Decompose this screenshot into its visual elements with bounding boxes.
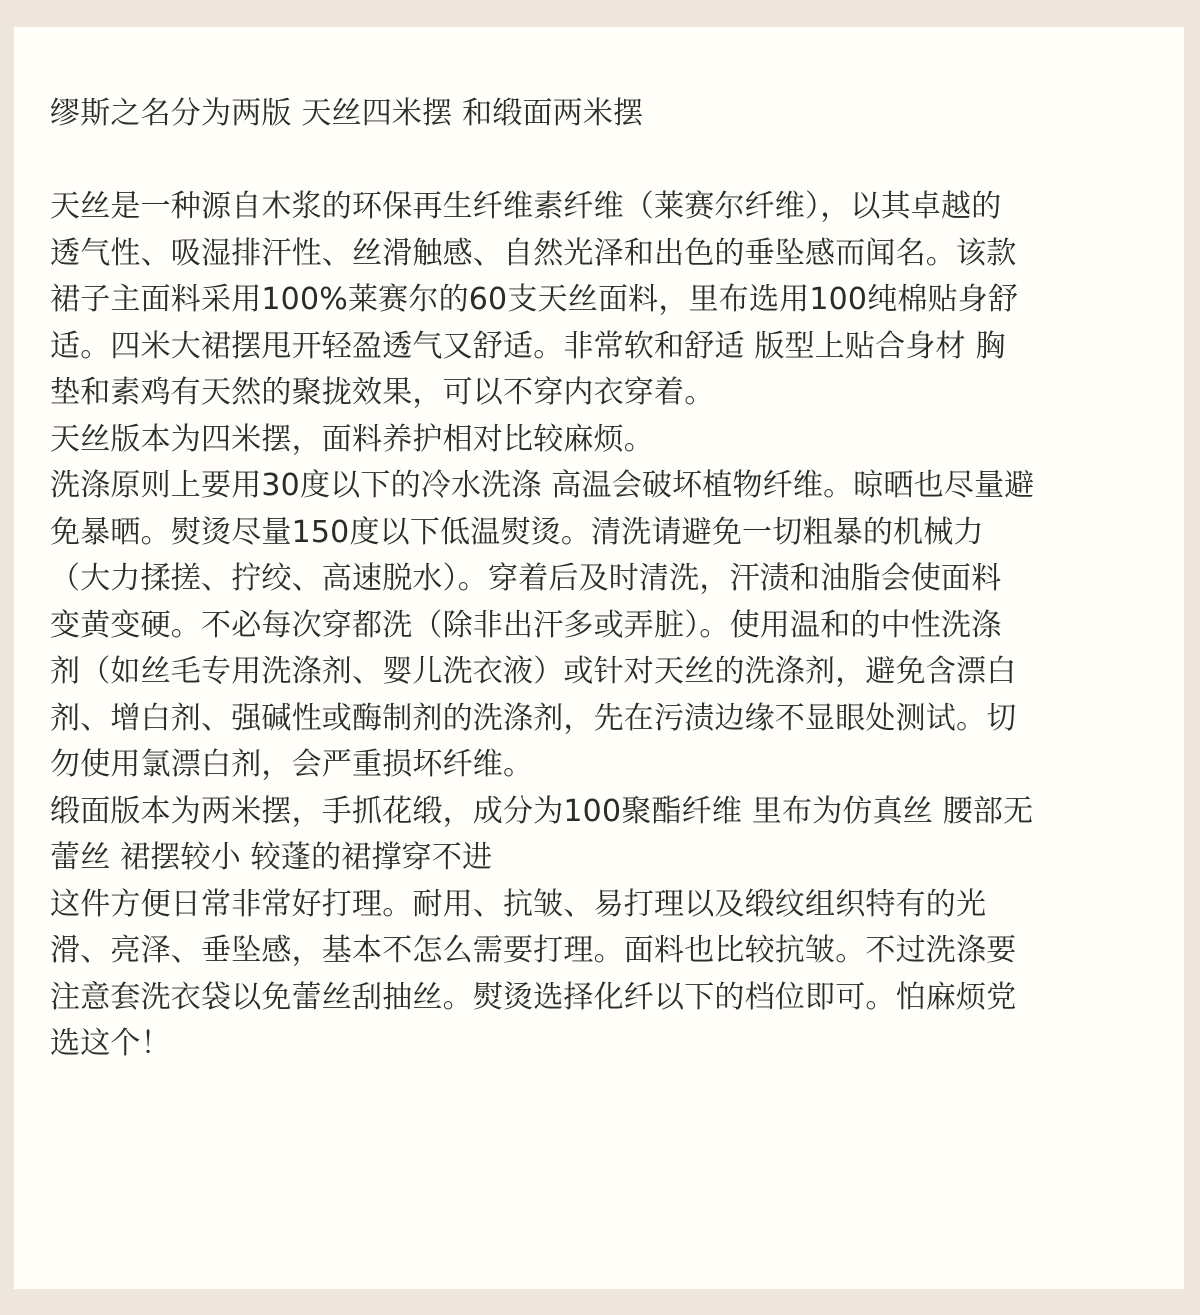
body-line: 滑、亮泽、垂坠感，基本不怎么需要打理。面料也比较抗皱。不过洗涤要 xyxy=(50,933,1017,968)
body-line: 裙子主面料采用100%莱赛尔的60支天丝面料，里布选用100纯棉贴身舒 xyxy=(50,282,1019,317)
body-line: 注意套洗衣袋以免蕾丝刮抽丝。熨烫选择化纤以下的档位即可。怕麻烦党 xyxy=(50,979,1017,1015)
body-line: 洗涤原则上要用30度以下的冷水洗涤 高温会破坏植物纤维。晾晒也尽量避 xyxy=(50,468,1035,503)
body-line: 这件方便日常非常好打理。耐用、抗皱、易打理以及缎纹组织特有的光 xyxy=(50,886,987,922)
body-line: 蕾丝 裙摆较小 较蓬的裙撑穿不进 xyxy=(50,840,493,875)
body-line: （大力揉搓、拧绞、高速脱水）。穿着后及时清洗，汗渍和油脂会使面料 xyxy=(50,561,1002,596)
body-line: 缎面版本为两米摆，手抓花缎，成分为100聚酯纤维 里布为仿真丝 腰部无 xyxy=(50,793,1034,829)
text-card xyxy=(14,27,1184,1289)
body-line: 垫和素鸡有天然的聚拢效果，可以不穿内衣穿着。 xyxy=(50,375,715,410)
body-line: 透气性、吸湿排汗性、丝滑触感、自然光泽和出色的垂坠感而闻名。该款 xyxy=(50,235,1017,271)
body-line: 勿使用氯漂白剂，会严重损坏纤维。 xyxy=(50,747,534,782)
article-body xyxy=(50,91,1160,1068)
paragraph-gap xyxy=(50,138,1160,185)
body-line: 免暴晒。熨烫尽量150度以下低温熨烫。清洗请避免一切粗暴的机械力 xyxy=(50,514,984,550)
body-line: 变黄变硬。不必每次穿都洗（除非出汗多或弄脏）。使用温和的中性洗涤 xyxy=(50,607,1002,643)
body-line: 天丝是一种源自木浆的环保再生纤维素纤维（莱赛尔纤维），以其卓越的 xyxy=(50,189,1002,224)
body-line: 选这个！ xyxy=(50,1026,171,1061)
heading-line: 缪斯之名分为两版 天丝四米摆 和缎面两米摆 xyxy=(50,96,644,131)
body-line: 适。四米大裙摆甩开轻盈透气又舒适。非常软和舒适 版型上贴合身材 胸 xyxy=(50,328,1006,364)
body-line: 天丝版本为四米摆，面料养护相对比较麻烦。 xyxy=(50,421,654,457)
body-line: 剂（如丝毛专用洗涤剂、婴儿洗衣液）或针对天丝的洗涤剂，避免含漂白 xyxy=(50,654,1017,689)
body-line: 剂、增白剂、强碱性或酶制剂的洗涤剂，先在污渍边缘不显眼处测试。切 xyxy=(50,700,1017,736)
